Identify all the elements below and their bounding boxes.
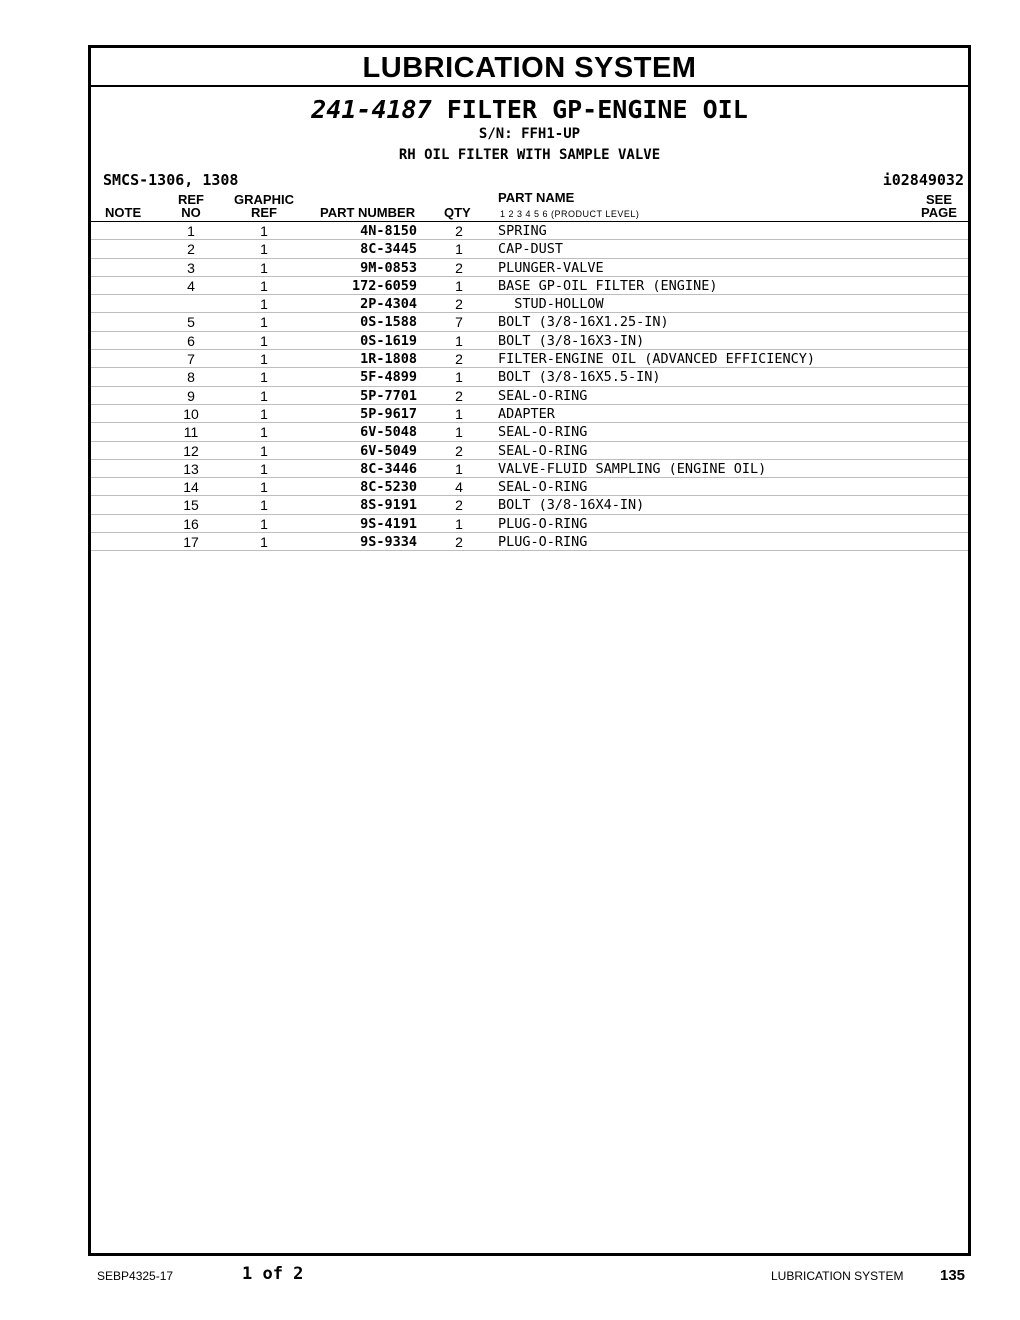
graphic-ref-cell: 1: [260, 424, 268, 441]
qty-cell: 1: [455, 424, 463, 441]
table-row: [91, 313, 968, 331]
page-footer: [0, 1264, 1020, 1288]
qty-cell: 1: [455, 460, 463, 477]
qty-cell: 2: [455, 223, 463, 239]
graphic-ref-cell: 1: [260, 332, 268, 349]
graphic-ref-cell: 1: [260, 405, 268, 422]
part-name-cell: SEAL-O-RING: [498, 442, 588, 459]
part-number-cell: 8C-3446: [360, 460, 417, 477]
graphic-ref-cell: 1: [260, 296, 268, 313]
qty-cell: 1: [455, 332, 463, 349]
col-graphic-ref-bottom: REF: [251, 205, 277, 220]
table-row: [91, 259, 968, 277]
part-number-cell: 1R-1808: [360, 351, 417, 368]
ref-no-cell: 6: [187, 332, 195, 349]
qty-cell: 2: [455, 497, 463, 514]
group-header: [91, 96, 968, 164]
graphic-ref-cell: 1: [260, 369, 268, 386]
parts-page-frame: [88, 45, 971, 1256]
table-row: [91, 423, 968, 441]
qty-cell: 1: [455, 515, 463, 532]
parts-table: [91, 222, 968, 551]
ref-no-cell: 12: [183, 442, 199, 459]
table-row: [91, 332, 968, 350]
part-name-cell: BOLT (3/8-16X4-IN): [498, 497, 645, 514]
graphic-ref-cell: 1: [260, 460, 268, 477]
part-name-cell: BOLT (3/8-16X5.5-IN): [498, 369, 661, 386]
ref-no-cell: 9: [187, 387, 195, 404]
part-number-cell: 8C-5230: [360, 479, 417, 496]
part-number-cell: 6V-5049: [360, 442, 417, 459]
table-row: [91, 387, 968, 405]
part-number-cell: 5P-7701: [360, 387, 417, 404]
ref-no-cell: 11: [183, 424, 199, 441]
table-row: [91, 240, 968, 258]
table-row: [91, 515, 968, 533]
table-row: [91, 496, 968, 514]
qty-cell: 1: [455, 369, 463, 386]
table-row: [91, 533, 968, 551]
part-number-cell: 5P-9617: [360, 405, 417, 422]
ref-no-cell: 17: [183, 534, 199, 551]
ref-no-cell: 4: [187, 277, 195, 294]
graphic-ref-cell: 1: [260, 277, 268, 294]
group-number: 241-4187: [311, 95, 432, 124]
footer-doc-id: SEBP4325-17: [97, 1269, 174, 1283]
ref-no-cell: 5: [187, 314, 195, 331]
group-name: FILTER GP-ENGINE OIL: [446, 95, 748, 124]
group-description: RH OIL FILTER WITH SAMPLE VALVE: [398, 147, 661, 163]
part-number-cell: 5F-4899: [360, 369, 417, 386]
table-row: [91, 478, 968, 496]
col-part-number: PART NUMBER: [320, 205, 416, 220]
ref-no-cell: 10: [183, 405, 199, 422]
graphic-ref-cell: 1: [260, 515, 268, 532]
part-number-cell: 4N-8150: [360, 223, 417, 239]
footer-page-number: 135: [940, 1267, 966, 1284]
graphic-ref-cell: 1: [260, 479, 268, 496]
ref-no-cell: 14: [183, 479, 199, 496]
part-name-cell: VALVE-FLUID SAMPLING (ENGINE OIL): [498, 460, 767, 477]
graphic-ref-cell: 1: [260, 223, 268, 239]
col-qty: QTY: [444, 205, 471, 220]
part-number-cell: 9S-4191: [360, 515, 417, 532]
part-number-cell: 9M-0853: [360, 259, 417, 276]
smcs-codes: SMCS-1306, 1308: [103, 171, 239, 189]
table-row: [91, 350, 968, 368]
part-name-cell: SEAL-O-RING: [498, 424, 588, 441]
part-name-cell: BASE GP-OIL FILTER (ENGINE): [498, 277, 718, 294]
table-row: [91, 368, 968, 386]
table-row: [91, 277, 968, 295]
section-title: LUBRICATION SYSTEM: [91, 48, 968, 87]
ref-no-cell: 16: [183, 515, 199, 532]
part-number-cell: 0S-1588: [360, 314, 417, 331]
graphic-ref-cell: 1: [260, 259, 268, 276]
group-title: [91, 96, 968, 124]
ref-no-cell: 7: [187, 351, 195, 368]
ref-no-cell: 15: [183, 497, 199, 514]
ref-no-cell: 8: [187, 369, 195, 386]
serial-number-range: S/N: FFH1-UP: [478, 126, 581, 142]
graphic-ref-cell: 1: [260, 241, 268, 258]
part-name-cell: SEAL-O-RING: [498, 387, 588, 404]
footer-page-of: 1 of 2: [242, 1264, 304, 1284]
part-number-cell: 2P-4304: [360, 296, 417, 313]
table-header: [91, 190, 968, 222]
part-name-cell: STUD-HOLLOW: [498, 296, 604, 313]
graphic-ref-cell: 1: [260, 387, 268, 404]
col-note: NOTE: [105, 205, 142, 220]
col-graphic-ref-top: GRAPHIC: [234, 192, 294, 207]
qty-cell: 2: [455, 259, 463, 276]
part-number-cell: 0S-1619: [360, 332, 417, 349]
qty-cell: 2: [455, 534, 463, 551]
part-name-cell: SPRING: [498, 223, 547, 239]
part-name-cell: PLUG-O-RING: [498, 534, 588, 551]
table-row: [91, 295, 968, 313]
col-see-page-bottom: PAGE: [921, 205, 957, 220]
qty-cell: 2: [455, 387, 463, 404]
ref-no-cell: 1: [187, 223, 195, 239]
table-row: [91, 442, 968, 460]
part-number-cell: 6V-5048: [360, 424, 417, 441]
table-row: [91, 222, 968, 240]
illustration-id: i02849032: [882, 171, 964, 189]
part-number-cell: 8S-9191: [360, 497, 417, 514]
ref-no-cell: 13: [183, 460, 199, 477]
table-row: [91, 460, 968, 478]
col-part-name: PART NAME: [498, 190, 575, 205]
col-see-page-top: SEE: [925, 192, 952, 207]
graphic-ref-cell: 1: [260, 497, 268, 514]
part-name-cell: PLUNGER-VALVE: [498, 259, 604, 276]
part-name-cell: PLUG-O-RING: [498, 515, 588, 532]
ref-no-cell: 2: [187, 241, 195, 258]
col-product-levels: 1 2 3 4 5 6 (PRODUCT LEVEL): [500, 209, 640, 219]
part-name-cell: BOLT (3/8-16X1.25-IN): [498, 314, 669, 331]
col-ref-no-bottom: NO: [181, 205, 201, 220]
part-number-cell: 9S-9334: [360, 534, 417, 551]
qty-cell: 4: [455, 479, 463, 496]
part-name-cell: FILTER-ENGINE OIL (ADVANCED EFFICIENCY): [498, 351, 815, 368]
part-name-cell: BOLT (3/8-16X3-IN): [498, 332, 645, 349]
col-ref-no-top: REF: [178, 192, 204, 207]
qty-cell: 1: [455, 277, 463, 294]
ref-no-cell: 3: [187, 259, 195, 276]
qty-cell: 2: [455, 442, 463, 459]
graphic-ref-cell: 1: [260, 442, 268, 459]
qty-cell: 2: [455, 351, 463, 368]
graphic-ref-cell: 1: [260, 351, 268, 368]
qty-cell: 1: [455, 405, 463, 422]
table-row: [91, 405, 968, 423]
part-number-cell: 8C-3445: [360, 241, 417, 258]
footer-section: LUBRICATION SYSTEM: [771, 1269, 904, 1283]
graphic-ref-cell: 1: [260, 534, 268, 551]
part-name-cell: ADAPTER: [498, 405, 555, 422]
qty-cell: 2: [455, 296, 463, 313]
part-number-cell: 172-6059: [351, 277, 417, 294]
qty-cell: 7: [455, 314, 463, 331]
part-name-cell: SEAL-O-RING: [498, 479, 588, 496]
qty-cell: 1: [455, 241, 463, 258]
graphic-ref-cell: 1: [260, 314, 268, 331]
part-name-cell: CAP-DUST: [498, 241, 564, 258]
